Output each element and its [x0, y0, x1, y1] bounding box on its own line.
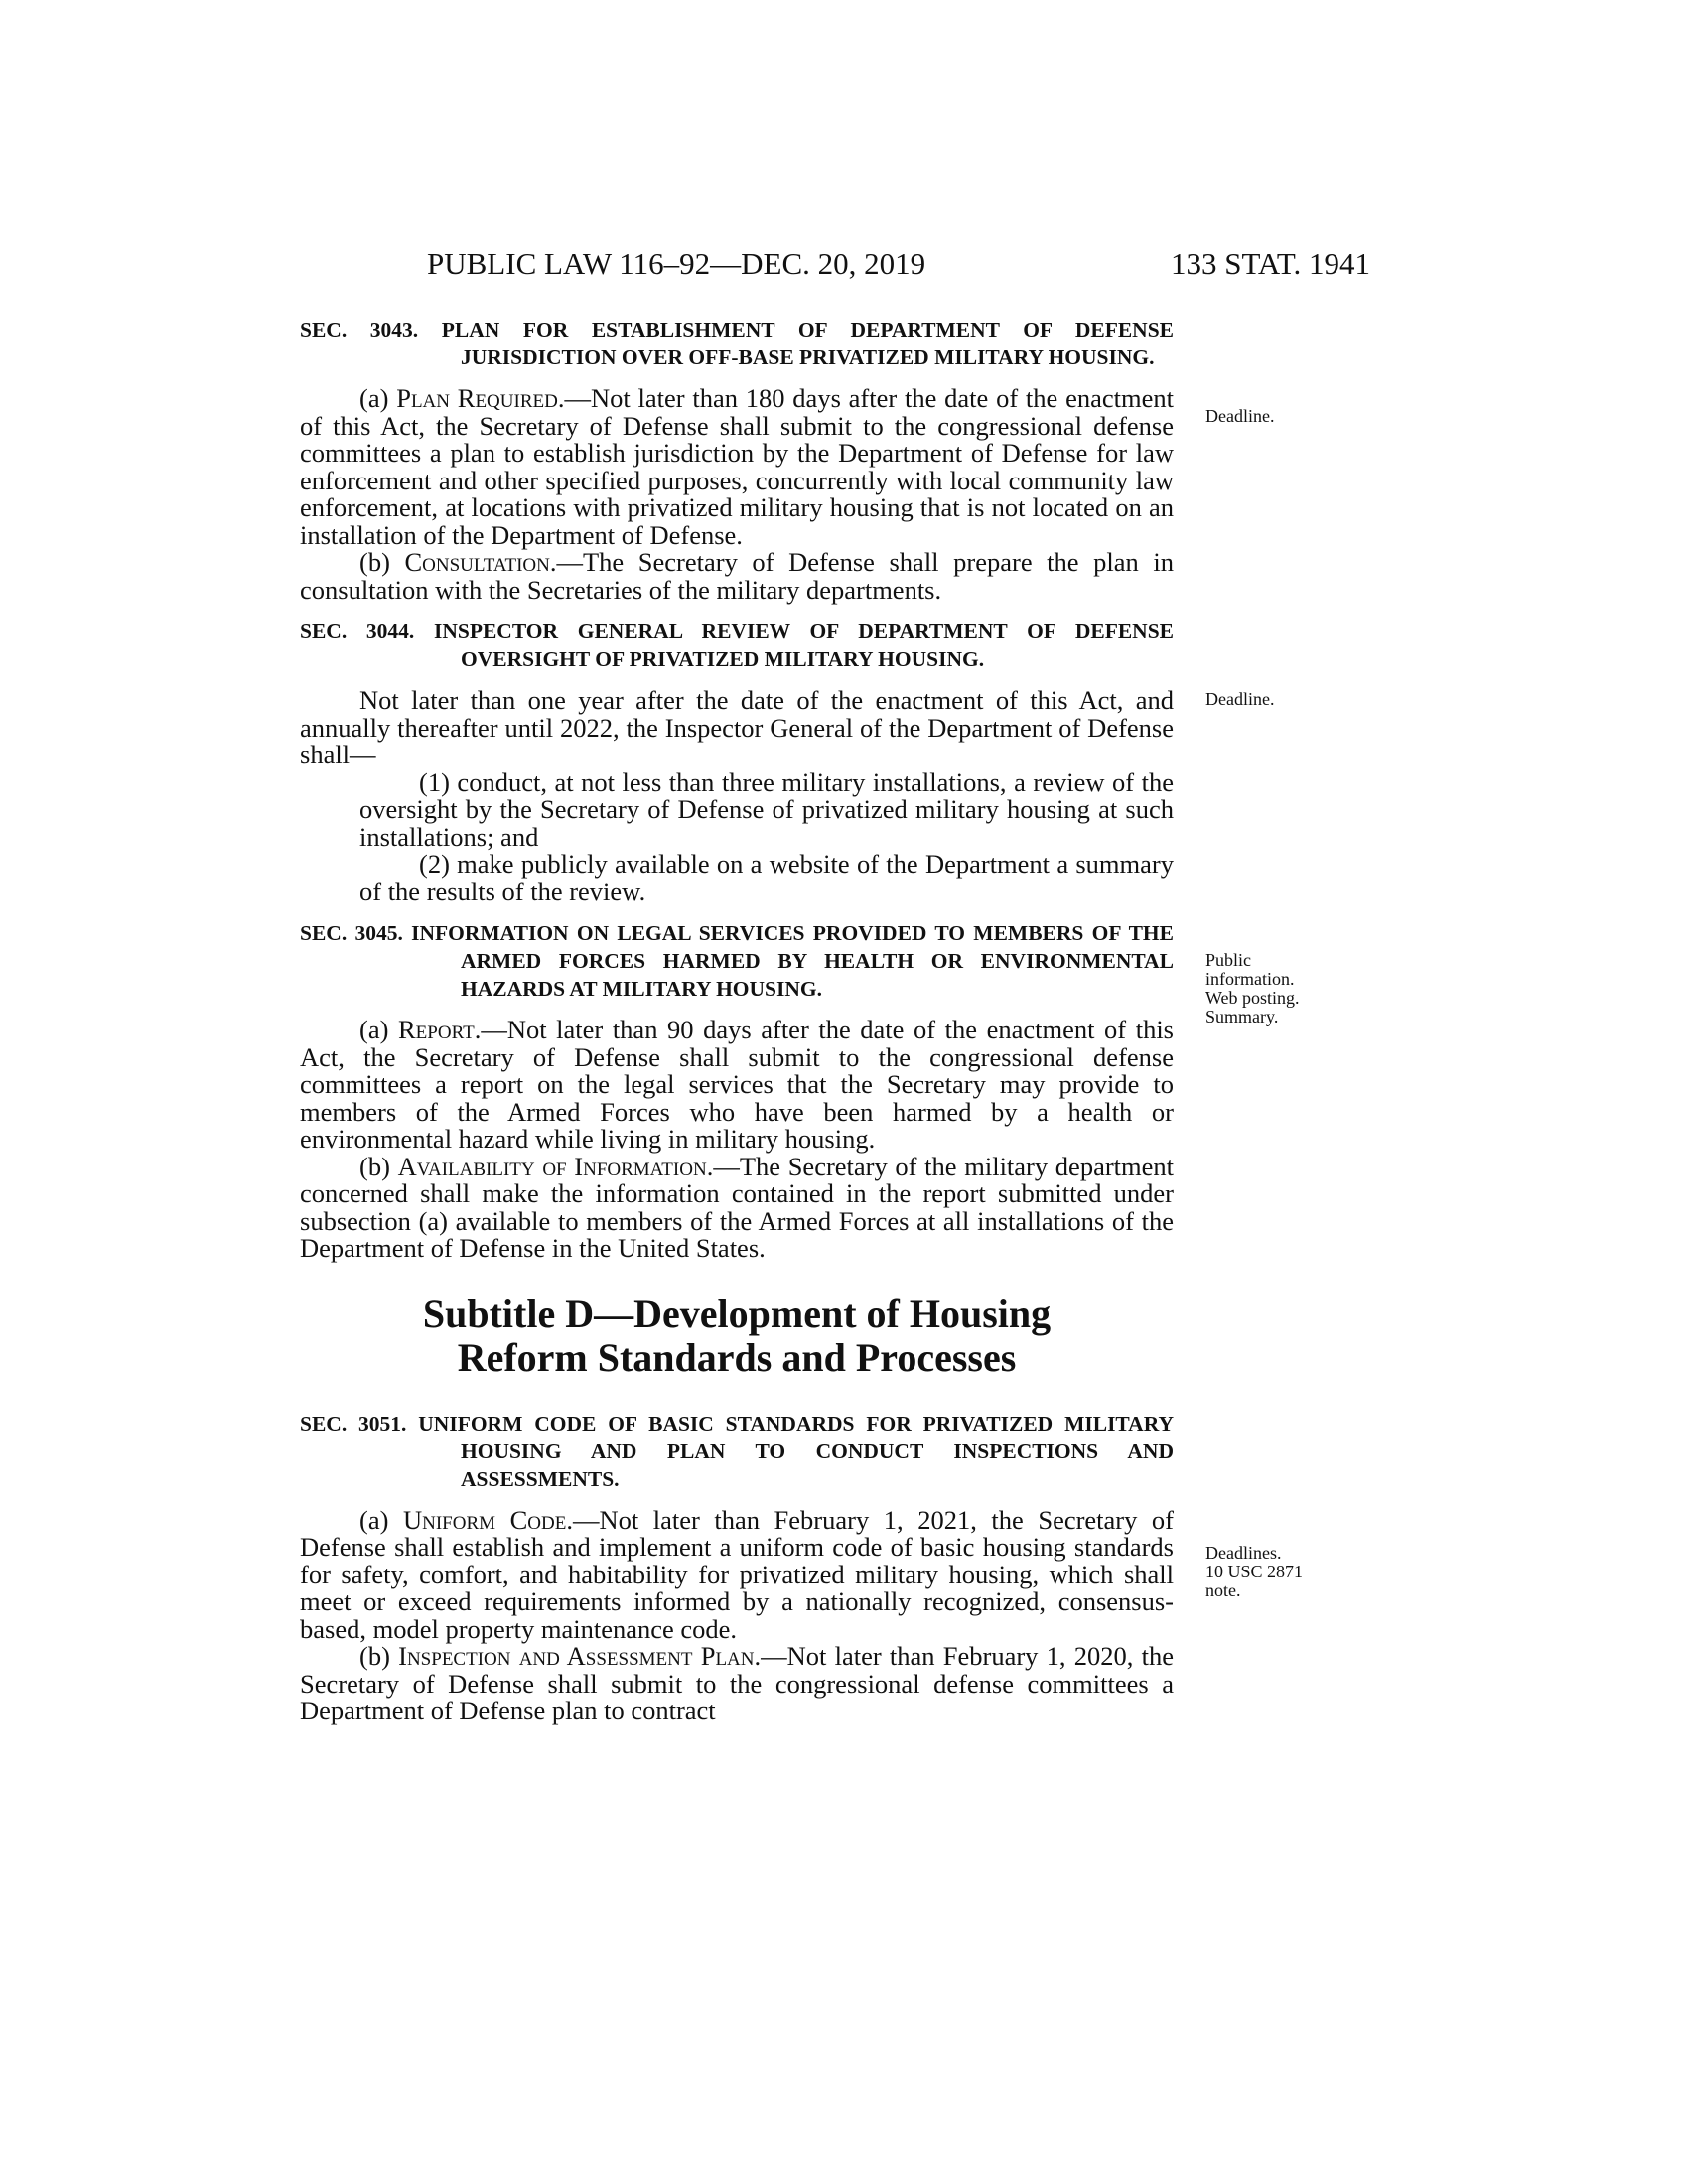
subsection-caption: Report [398, 1015, 475, 1044]
margin-note-public-information: Public information. Web posting. Summary. [1205, 950, 1300, 1026]
margin-note-deadline: Deadline. [1205, 406, 1275, 426]
subsection-caption: Plan Required [396, 383, 558, 413]
subsection-text: .—Not later than 180 days after the date of the enactment of this Act, the Secretary of Defense shall submit to the congressional defense committees a plan to establish jurisdiction by the Department of Defense for law enforcement and other specified purposes, concurrently with local community law enforcement, at locations with privatized military housing that is not located on an installation of the Department of Defense. [300, 383, 1174, 550]
subsection-text: .—The Secretary of Defense shall prepare the plan in consultation with the Secretaries of the military departments. [300, 547, 1174, 605]
subtitle-line-2: Reform Standards and Processes [457, 1334, 1017, 1380]
subsection-caption: Uniform Code [402, 1504, 567, 1535]
subsection-text: .—Not later than February 1, 2020, the Secretary of Defense shall submit to the congressional defense committees a Department of Defense plan to contract [300, 1641, 1174, 1725]
paragraph-3043-a [300, 385, 1174, 549]
paragraph-3051-b [300, 1643, 1174, 1725]
subsection-caption: Consultation [404, 547, 550, 577]
paragraph-3045-a [300, 1017, 1174, 1154]
subsection-text: .—The Secretary of the military department concerned shall make the information contained in the report submitted under subsection (a) available to members of the Armed Forces at all installations of the Department of Defense in the United States. [300, 1151, 1175, 1263]
section-heading-3043: SEC. 3043. PLAN FOR ESTABLISHMENT OF DEPARTMENT OF DEFENSE JURISDICTION OVER OFF-BASE PRIVATIZED MILITARY HOUSING. [300, 318, 1174, 369]
subsection-label: (b) [359, 1641, 399, 1671]
margin-note-deadlines: Deadlines. 10 USC 2871 note. [1205, 1543, 1304, 1600]
document-body [300, 316, 1174, 1725]
section-heading-3045: SEC. 3045. INFORMATION ON LEGAL SERVICES PROVIDED TO MEMBERS OF THE ARMED FORCES HARMED BY HEALTH OR ENVIRONMENTAL HAZARDS AT MILITARY HOUSING. [300, 921, 1174, 1001]
subsection-label: (b) [359, 1151, 398, 1181]
subsection-caption: Availability of Information [397, 1151, 707, 1181]
subtitle-line-1: Subtitle D—Development of Housing [422, 1291, 1052, 1336]
paragraph-3051-a [300, 1504, 1175, 1644]
subsection-label: (a) [359, 1504, 403, 1535]
list-item-3044-2: (2) make publicly available on a website of the Department a summary of the results of the review. [359, 849, 1174, 906]
subtitle-heading [300, 1293, 1174, 1380]
paragraph-3043-b [300, 549, 1174, 604]
section-heading-3044: SEC. 3044. INSPECTOR GENERAL REVIEW OF DEPARTMENT OF DEFENSE OVERSIGHT OF PRIVATIZED MILITARY HOUSING. [300, 619, 1174, 671]
paragraph-3045-b [300, 1151, 1175, 1263]
subsection-caption: Inspection and Assessment Plan [398, 1641, 755, 1671]
law-citation: PUBLIC LAW 116–92—DEC. 20, 2019 [427, 246, 926, 281]
page-header [427, 246, 1370, 290]
list-item-3044-1: (1) conduct, at not less than three military installations, a review of the oversight by the Secretary of Defense of privatized military housing at such installations; and [359, 766, 1174, 852]
subsection-text: .—Not later than February 1, 2021, the Secretary of Defense shall establish and implement a uniform code of basic housing standards for safety, comfort, and habitability for privatized military housing, which shall meet or exceed requirements informed by a nationally recognized, consensus-based, model property maintenance code. [300, 1504, 1175, 1644]
subsection-label: (a) [359, 1015, 398, 1044]
subsection-label: (b) [359, 547, 405, 577]
section-heading-3051: SEC. 3051. UNIFORM CODE OF BASIC STANDARDS FOR PRIVATIZED MILITARY HOUSING AND PLAN TO CONDUCT INSPECTIONS AND ASSESSMENTS. [300, 1411, 1174, 1491]
subsection-label: (a) [359, 383, 397, 413]
statute-page-number: 133 STAT. 1941 [1170, 246, 1370, 281]
subsection-text: .—Not later than 90 days after the date of the enactment of this Act, the Secretary of Defense shall submit to the congressional defense committees a report on the legal services that the Secretary may provide to members of the Armed Forces who have been harmed by a health or environmental hazard while living in military housing. [300, 1015, 1174, 1154]
margin-note-deadline: Deadline. [1205, 689, 1275, 709]
paragraph-3044-intro: Not later than one year after the date of the enactment of this Act, and annually thereafter until 2022, the Inspector General of the Department of Defense shall— [300, 685, 1174, 769]
